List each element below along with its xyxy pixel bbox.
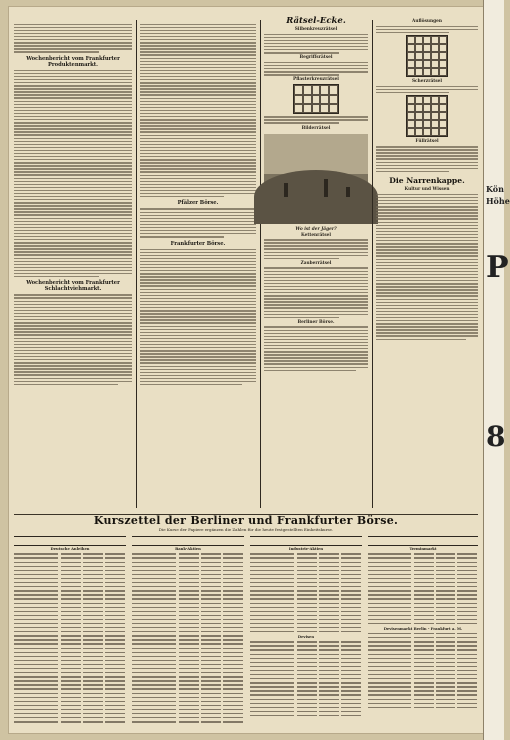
subheading: Bilderrätsel	[301, 125, 331, 131]
newspaper-page	[8, 6, 484, 734]
table-section-title: Bank-Aktien	[175, 547, 201, 551]
subheading: Begriffsrätsel	[299, 55, 333, 61]
text-block	[14, 70, 132, 278]
stock-table	[14, 536, 126, 724]
text-block	[14, 294, 132, 385]
adjacent-page-edge	[483, 0, 510, 740]
table-section-title: Deutsche Anleihen	[50, 547, 90, 551]
edge-fragment: P	[486, 250, 509, 285]
raetsel-ecke-title: Rätsel-Ecke.	[286, 16, 346, 26]
text-block	[264, 239, 368, 259]
edge-fragment: Kön	[486, 184, 504, 194]
solution-grid	[406, 95, 448, 137]
headline-pfaelzer-boerse: Pfälzer Börse.	[177, 200, 219, 207]
text-block	[376, 26, 478, 34]
text-block	[14, 24, 132, 53]
column-divider	[260, 20, 261, 508]
stock-table	[250, 536, 362, 718]
subheading: Kultur und Wissen	[404, 187, 450, 193]
edge-fragment: Höhe	[486, 196, 510, 206]
table-section-title: Terminmarkt	[409, 547, 437, 551]
text-block	[264, 34, 368, 54]
headline-produktenmarkt: Wochenbericht vom Frankfurter Produktenmarkt.	[26, 55, 120, 68]
subheading: Berliner Börse.	[297, 319, 335, 325]
subheading: Zauberrätsel	[300, 260, 332, 266]
table-section-title: Industrie-Aktien	[288, 547, 324, 551]
column-2	[140, 22, 256, 387]
column-1	[14, 22, 132, 387]
column-3	[264, 16, 368, 373]
headline-schlachtviehmarkt: Wochenbericht vom Frankfurter Schlachtviehmarkt.	[26, 280, 120, 293]
kurszettel-section	[8, 514, 484, 734]
text-block	[140, 249, 256, 386]
text-block	[264, 116, 368, 124]
column-divider	[372, 20, 373, 508]
text-block	[264, 326, 368, 370]
text-block	[264, 62, 368, 76]
text-block	[376, 194, 478, 340]
subheading: Pflasterkreuzrätsel	[293, 77, 339, 83]
stock-table	[368, 536, 478, 709]
kurszettel-title: Kurszettel der Berliner und Frankfurter Börse.	[93, 514, 399, 527]
edge-fragment: 8	[486, 420, 506, 453]
table-section-title: Devisenmarkt Berlin - Frankfurt a. M.	[383, 626, 463, 631]
subheading: Auflösungen	[412, 19, 442, 24]
text-block	[140, 24, 256, 198]
subheading: Füllrätsel	[415, 139, 439, 145]
puzzle-grid	[293, 84, 339, 114]
headline-frankfurter-boerse: Frankfurter Börse.	[170, 240, 226, 247]
table-section-title: Devisen	[297, 634, 315, 639]
subheading: Scherzrätsel	[411, 79, 443, 85]
text-block	[140, 208, 256, 237]
solution-grid	[406, 35, 448, 77]
text-block	[376, 146, 478, 172]
subheading: Kettenrätsel	[300, 232, 332, 238]
subheading: Silbenkreuzrätsel	[294, 27, 338, 32]
picture-caption: Wo ist der Jäger?	[295, 226, 337, 232]
column-4	[376, 18, 478, 342]
narrenkappe-title: Die Narrenkappe.	[389, 176, 465, 186]
stock-table	[132, 536, 244, 724]
kurszettel-subtitle: Die Kurse der Papiere ergänzen die Zahlen für die heute festgestellten Einheitskurse.	[158, 527, 334, 532]
puzzle-picture	[264, 134, 368, 224]
text-block	[376, 86, 478, 94]
column-divider	[136, 20, 137, 508]
text-block	[264, 267, 368, 318]
